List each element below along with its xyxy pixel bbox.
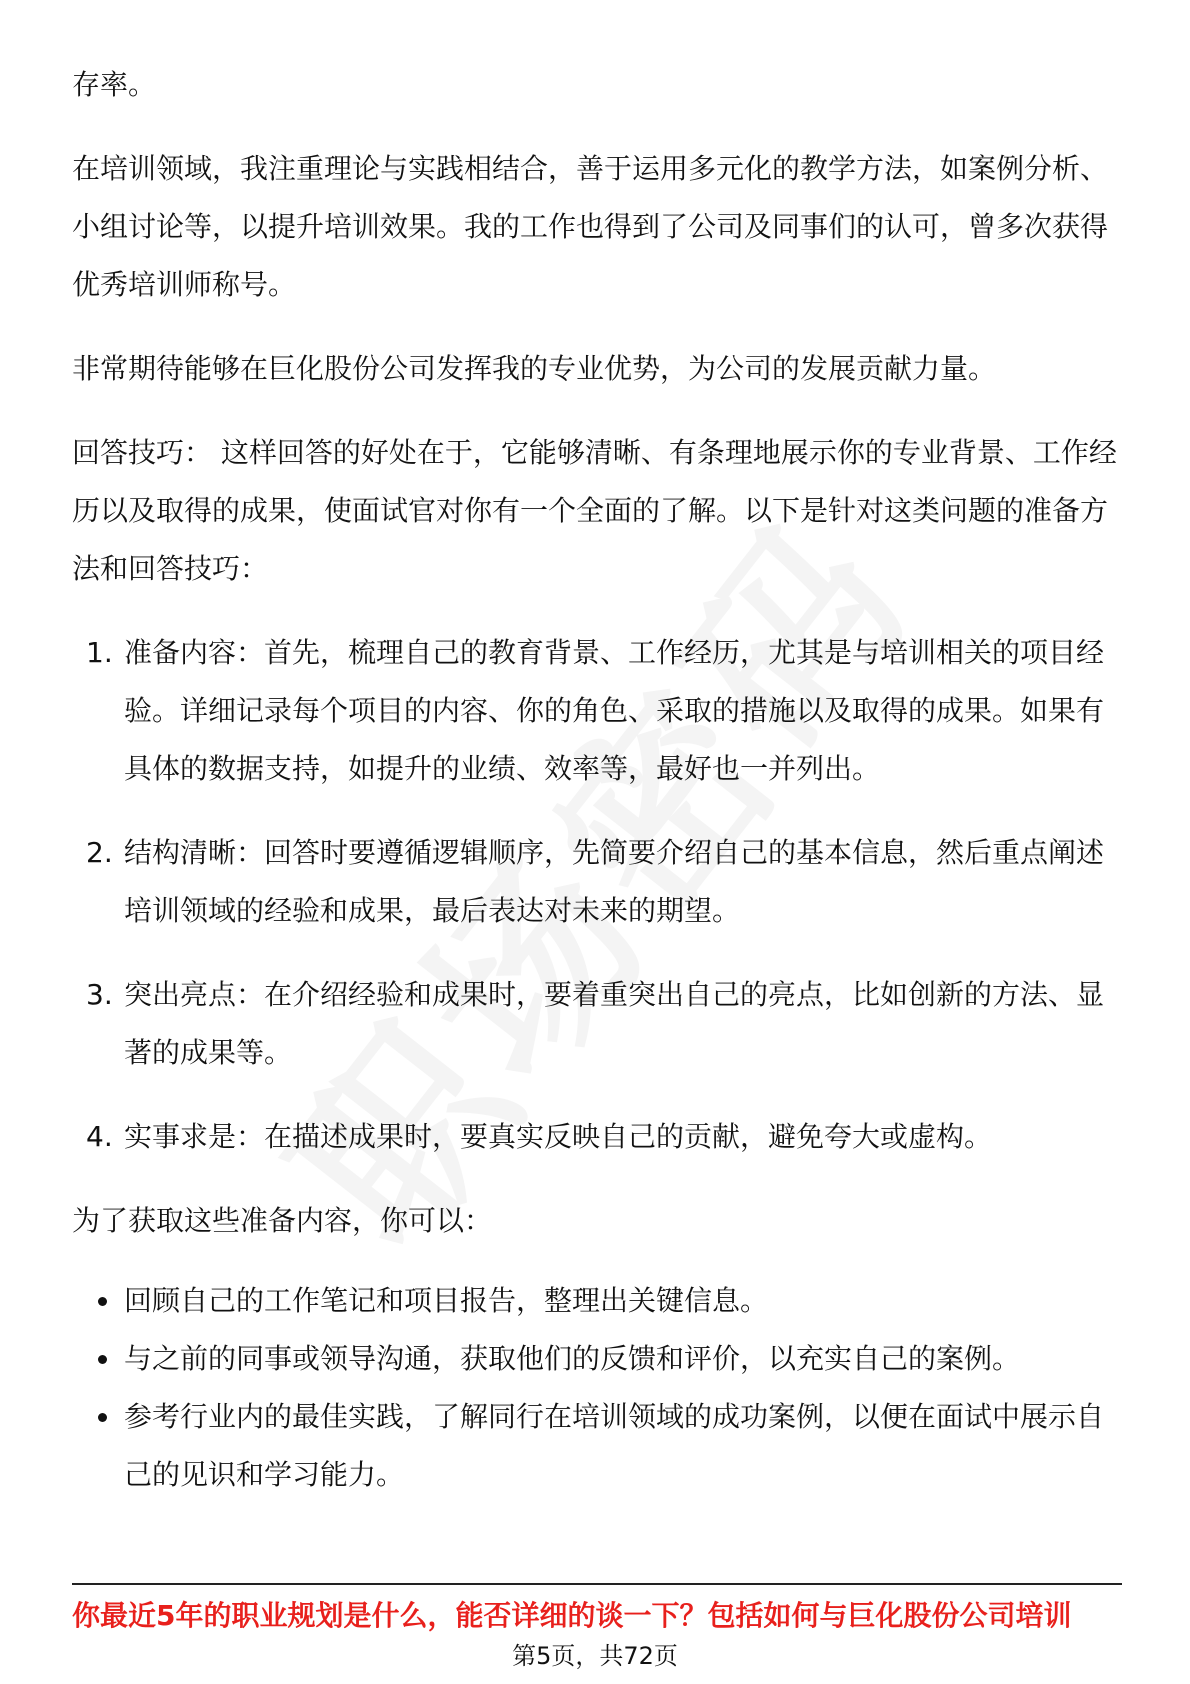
paragraph-preparation-intro: 为了获取这些准备内容，你可以： <box>72 1204 493 1237</box>
footer-divider <box>72 1583 1122 1585</box>
paragraph-expectation: 非常期待能够在巨化股份公司发挥我的专业优势，为公司的发展贡献力量。 <box>72 352 997 385</box>
numbered-list <box>72 624 1122 1166</box>
bullet-dot-icon <box>98 1297 107 1306</box>
bullet-list-item <box>72 1272 1122 1330</box>
numbered-list-item <box>72 1108 1122 1166</box>
paragraph-answer-tips: 回答技巧： 这样回答的好处在于，它能够清晰、有条理地展示你的专业背景、工作经历以及取得的成果，使面试官对你有一个全面的了解。以下是针对这类问题的准备方法和回答技巧： <box>72 436 1117 585</box>
list-number: 1. <box>86 636 113 669</box>
paragraph-training-approach: 在培训领域，我注重理论与实践相结合，善于运用多元化的教学方法，如案例分析、小组讨论等，以提升培训效果。我的工作也得到了公司及同事们的认可，曾多次获得优秀培训师称号。 <box>72 152 1109 301</box>
list-number: 2. <box>86 836 113 869</box>
list-item-text: 实事求是：在描述成果时，要真实反映自己的贡献，避免夸大或虚构。 <box>124 1120 993 1153</box>
bullet-list <box>72 1272 1122 1504</box>
list-item-text: 回顾自己的工作笔记和项目报告，整理出关键信息。 <box>124 1284 769 1317</box>
numbered-list-item <box>72 624 1122 798</box>
list-item-text: 与之前的同事或领导沟通，获取他们的反馈和评价，以充实自己的案例。 <box>124 1342 1021 1375</box>
numbered-list-item <box>72 824 1122 940</box>
next-question-heading: 你最近5年的职业规划是什么，能否详细的谈一下？包括如何与巨化股份公司培训 <box>72 1599 1072 1632</box>
list-item-text: 突出亮点：在介绍经验和成果时，要着重突出自己的亮点，比如创新的方法、显著的成果等。 <box>124 978 1105 1069</box>
bullet-list-item <box>72 1330 1122 1388</box>
page-number: 第5页，共72页 <box>512 1642 678 1670</box>
list-number: 4. <box>86 1120 113 1153</box>
page-content <box>72 56 1122 1504</box>
numbered-list-item <box>72 966 1122 1082</box>
bullet-dot-icon <box>98 1355 107 1364</box>
bullet-dot-icon <box>98 1413 107 1422</box>
list-item-text: 结构清晰：回答时要遵循逻辑顺序，先简要介绍自己的基本信息，然后重点阐述培训领域的经验和成果，最后表达对未来的期望。 <box>124 836 1105 927</box>
list-item-text: 参考行业内的最佳实践，了解同行在培训领域的成功案例，以便在面试中展示自己的见识和学习能力。 <box>124 1400 1105 1491</box>
list-item-text: 准备内容：首先，梳理自己的教育背景、工作经历，尤其是与培训相关的项目经验。详细记录每个项目的内容、你的角色、采取的措施以及取得的成果。如果有具体的数据支持，如提升的业绩、效率等，最好也一并列出。 <box>124 636 1105 785</box>
list-number: 3. <box>86 978 113 1011</box>
bullet-list-item <box>72 1388 1122 1504</box>
paragraph-continuation: 存率。 <box>72 68 157 101</box>
